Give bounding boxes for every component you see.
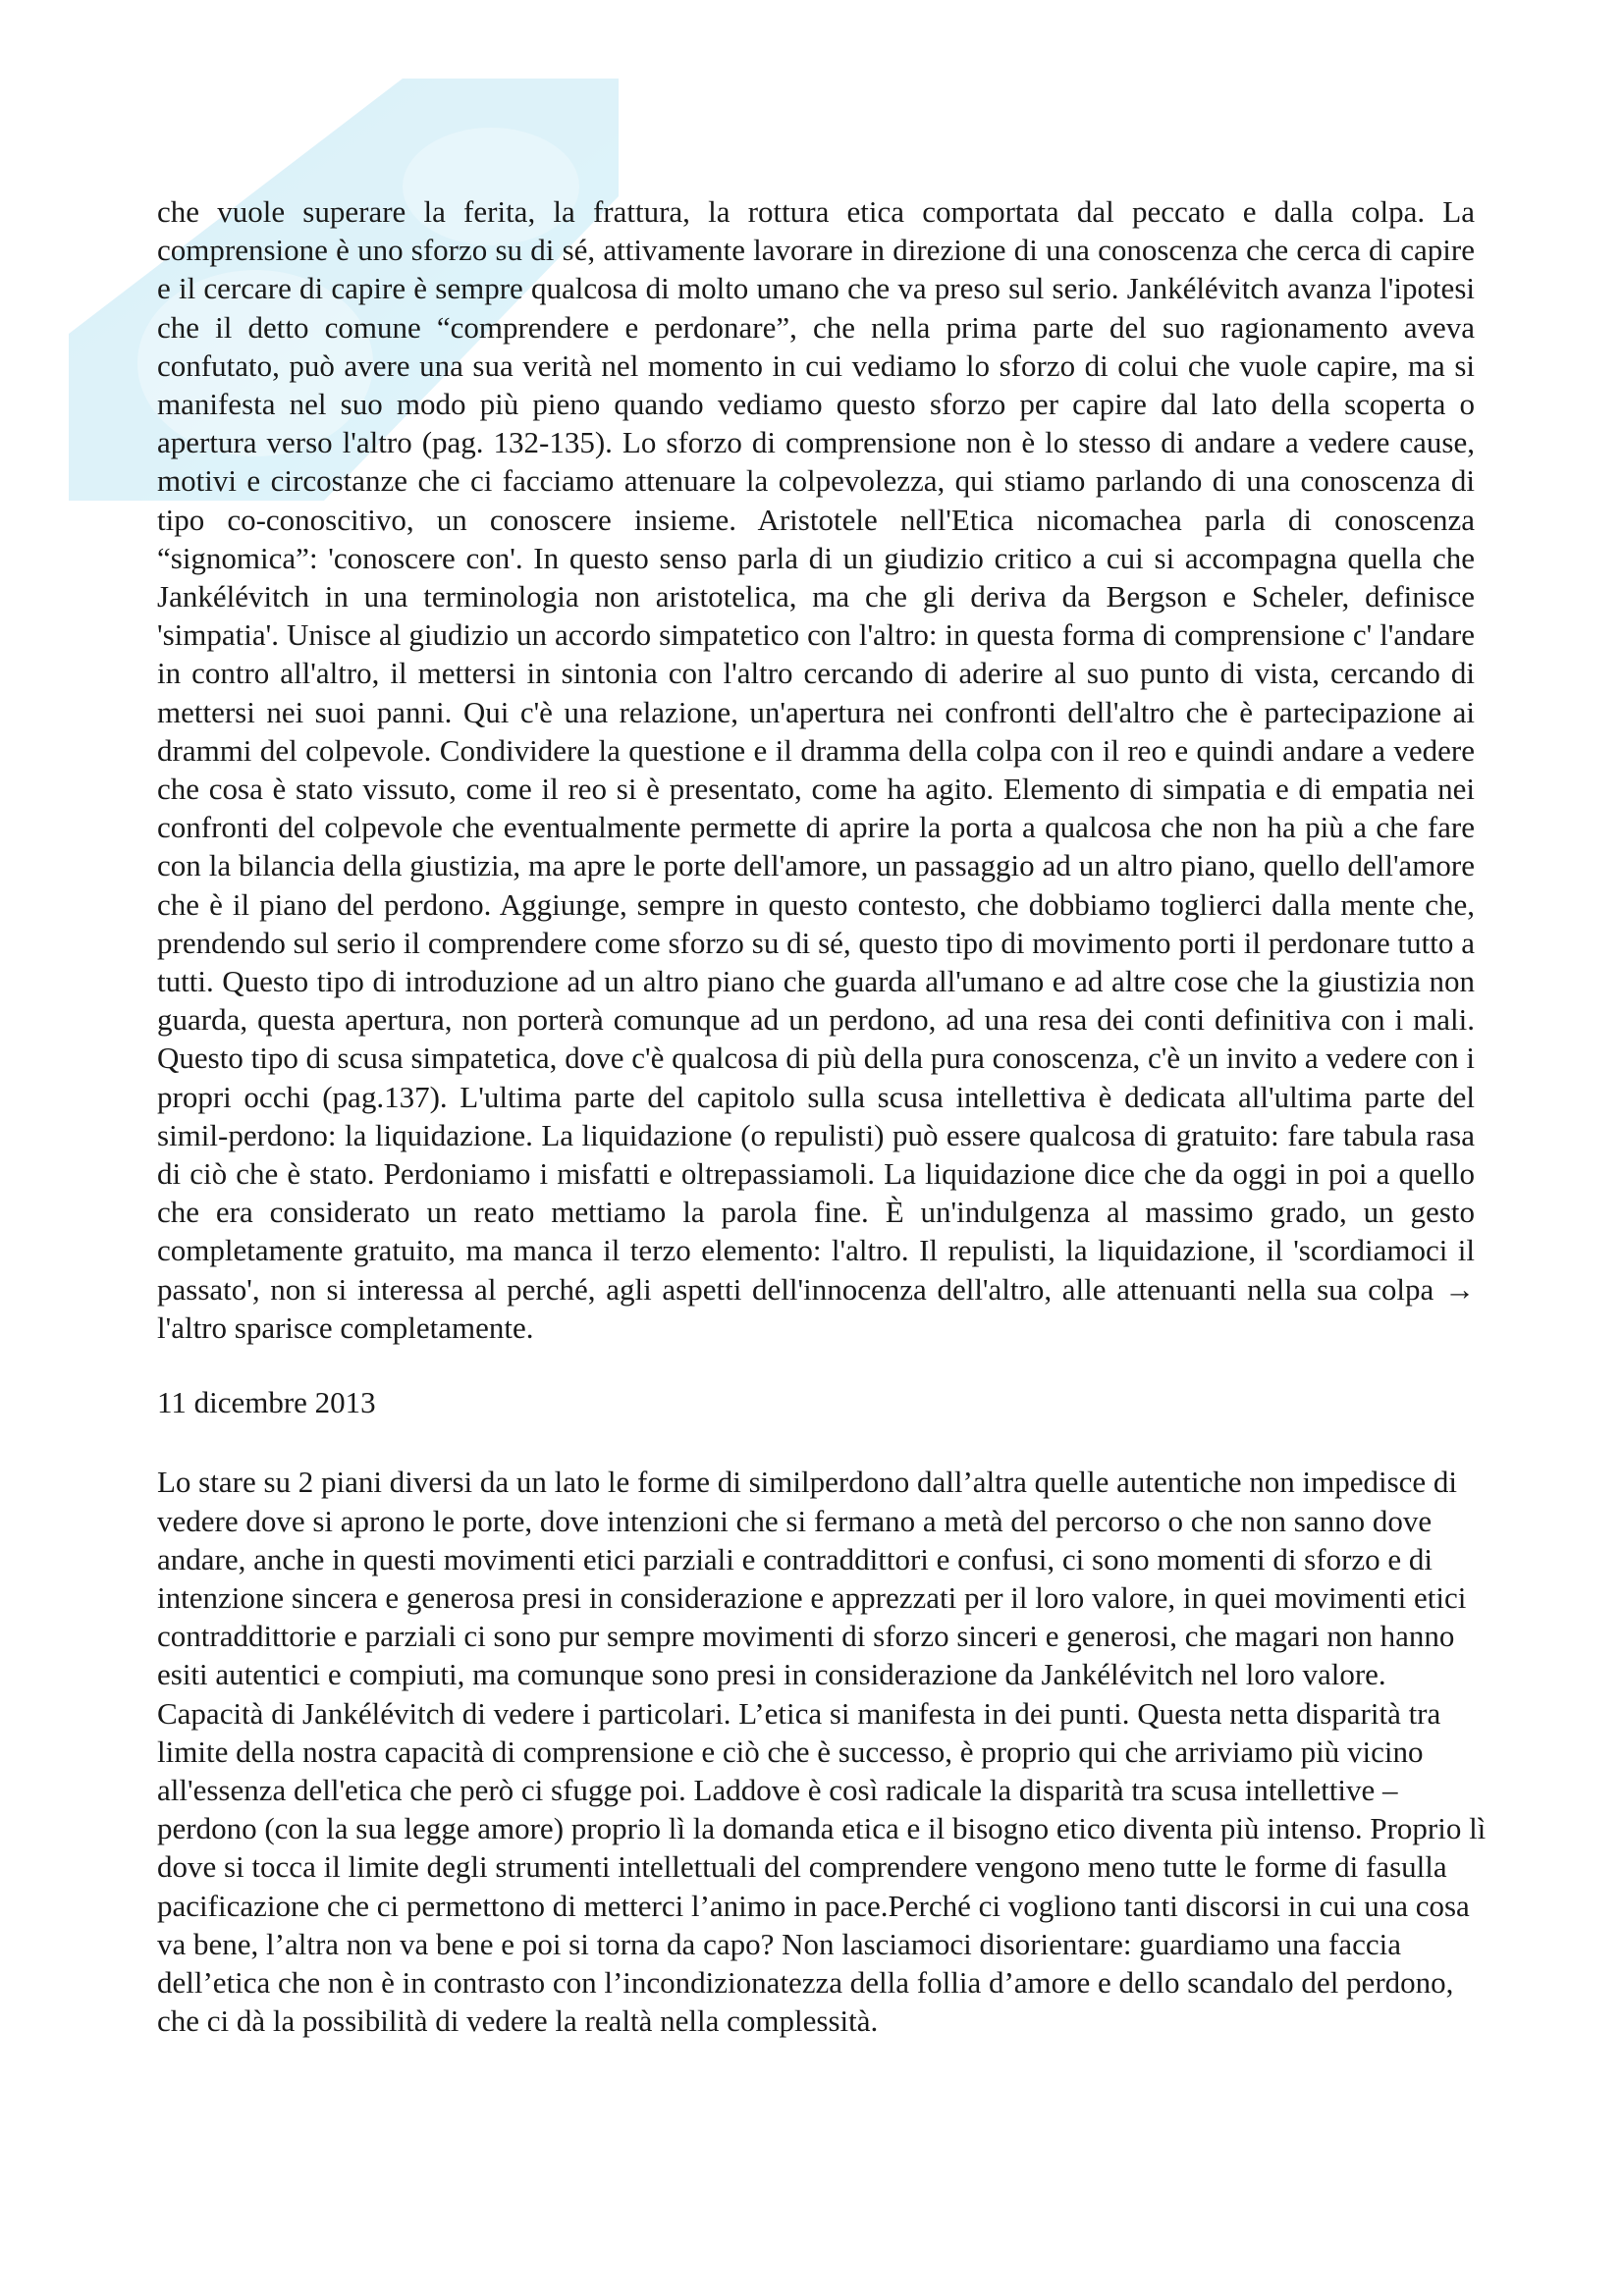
body-paragraph-2: Lo stare su 2 piani diversi da un lato le forme di similperdono dall’altra quelle autentiche non impedisce di vedere dove si aprono le porte, dove intenzioni che si fermano a metà del percorso o che non sanno dove andare, anche in questi movimenti etici parziali e contraddittori e confusi, ci sono momenti di sforzo e di intenzione sincera e generosa presi in considerazione e apprezzati per il loro valore, in quei movimenti etici contraddittorie e parziali ci sono pur sempre movimenti di sforzo sinceri e generosi, che magari non hanno esiti autentici e compiuti, ma comunque sono presi in considerazione da Jankélévitch nel loro valore. Capacità di Jankélévitch di vedere i particolari. L’etica si manifesta in dei punti. Questa netta disparità tra limite della nostra capacità di comprensione e ciò che è successo, è proprio qui che arriviamo più vicino all'essenza dell'etica che però ci sfugge poi. Laddove è così radicale la disparità tra scusa intellettive – perdono (con la sua legge amore) proprio lì la domanda etica e il bisogno etico diventa più intenso. Proprio lì dove si tocca il limite degli strumenti intellettuali del comprendere vengono meno tutte le forme di fasulla pacificazione che ci permettono di metterci l’animo in pace.Perché ci vogliono tanti discorsi in cui una cosa va bene, l’altra non va bene e poi si torna da capo? Non lasciamoci disorientare: guardiamo una faccia dell’etica che non è in contrasto con l’incondizionatezza della follia d’amore e dello scandalo del perdono, che ci dà la possibilità di vedere la realtà nella complessità. <box>157 1465 1487 2039</box>
body-paragraph-1: che vuole superare la ferita, la frattura, la rottura etica comportata dal peccato e dalla colpa. La comprensione è uno sforzo su di sé, attivamente lavorare in direzione di una conoscenza che cerca di capire e il cercare di capire è sempre qualcosa di molto umano che va preso sul serio. Jankélévitch avanza l'ipotesi che il detto comune “comprendere e perdonare”, che nella prima parte del suo ragionamento aveva confutato, può avere una sua verità nel momento in cui vediamo lo sforzo di colui che vuole capire, ma si manifesta nel suo modo più pieno quando vediamo questo sforzo per capire dal lato della scoperta o apertura verso l'altro (pag. 132-135). Lo sforzo di comprensione non è lo stesso di andare a vedere cause, motivi e circostanze che ci facciamo attenuare la colpevolezza, qui stiamo parlando di una conoscenza di tipo co-conoscitivo, un conoscere insieme. Aristotele nell'Etica nicomachea parla di conoscenza “signomica”: 'conoscere con'. In questo senso parla di un giudizio critico a cui si accompagna quella che Jankélévitch in una terminologia non aristotelica, ma che gli deriva da Bergson e Scheler, definisce 'simpatia'. Unisce al giudizio un accordo simpatetico con l'altro: in questa forma di comprensione c' l'andare in contro all'altro, il mettersi in sintonia con l'altro cercando di aderire al suo punto di vista, cercando di mettersi nei suoi panni. Qui c'è una relazione, un'apertura nei confronti dell'altro che è partecipazione ai drammi del colpevole. Condividere la questione e il dramma della colpa con il reo e quindi andare a vedere che cosa è stato vissuto, come il reo si è presentato, come ha agito. Elemento di simpatia e di empatia nei confronti del colpevole che eventualmente permette di aprire la porta a qualcosa che non ha più a che fare con la bilancia della giustizia, ma apre le porte dell'amore, un passaggio ad un altro piano, quello dell'amore che è il piano del perdono. Aggiunge, sempre in questo contesto, che dobbiamo toglierci dalla mente che, prendendo sul serio il comprendere come sforzo su di sé, questo tipo di movimento porti il perdonare tutto a tutti. Questo tipo di introduzione ad un altro piano che guarda all'umano e ad altre cose che la giustizia non guarda, questa apertura, non porterà comunque ad un perdono, ad una resa dei conti definitiva con i mali. Questo tipo di scusa simpatetica, dove c'è qualcosa di più della pura conoscenza, c'è un invito a vedere con i propri occhi (pag.137). L'ultima parte del capitolo sulla scusa intellettiva è dedicata all'ultima parte del simil-perdono: la liquidazione. La liquidazione (o repulisti) può essere qualcosa di gratuito: fare tabula rasa di ciò che è stato. Perdoniamo i misfatti e oltrepassiamoli. La liquidazione dice che da oggi in poi a quello che era considerato un reato mettiamo la parola fine. È un'indulgenza al massimo grado, un gesto completamente gratuito, ma manca il terzo elemento: l'altro. Il repulisti, la liquidazione, il 'scordiamoci il passato', non si interessa al perché, agli aspetti dell'innocenza dell'altro, alle attenuanti nella sua colpa → l'altro sparisce completamente. <box>157 194 1475 1345</box>
date-heading: 11 dicembre 2013 <box>157 1385 376 1420</box>
document-body <box>157 192 1487 2040</box>
